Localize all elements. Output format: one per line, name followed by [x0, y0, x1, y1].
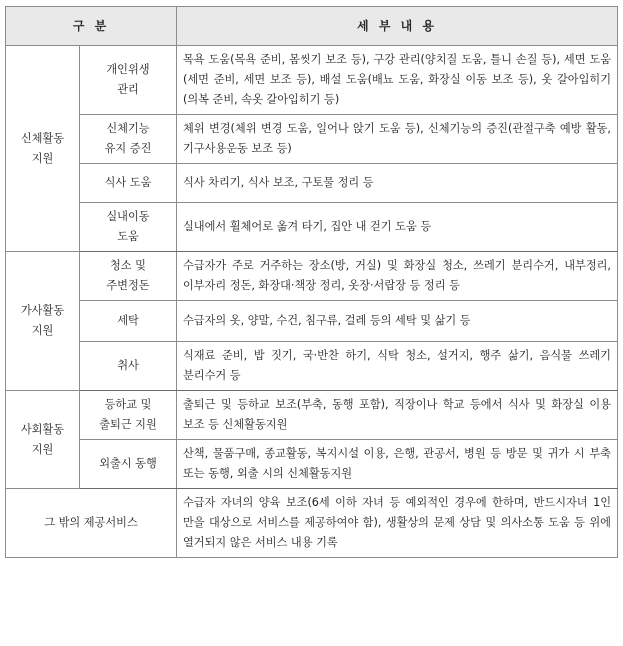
- table-row: [6, 301, 618, 342]
- service-table: [5, 6, 618, 558]
- subcategory-cell: 청소 및 주변정돈: [80, 252, 177, 301]
- table-row: [6, 391, 618, 440]
- subcategory-cell: 등하교 및 출퇴근 지원: [80, 391, 177, 440]
- subcategory-cell: 세탁: [80, 301, 177, 342]
- subcategory-cell: 식사 도움: [80, 164, 177, 203]
- subcategory-cell: 외출시 동행: [80, 440, 177, 489]
- description-cell: 수급자의 옷, 양말, 수건, 침구류, 걸레 등의 세탁 및 삶기 등: [177, 301, 618, 342]
- description-cell: 출퇴근 및 등하교 보조(부축, 동행 포함), 직장이나 학교 등에서 식사 및 화장실 이용 보조 등 신체활동지원: [177, 391, 618, 440]
- category-cell: 신체활동 지원: [6, 46, 80, 252]
- subcategory-cell: 신체기능 유지 증진: [80, 115, 177, 164]
- category-cell: 사회활동 지원: [6, 391, 80, 489]
- description-cell: 산책, 물품구매, 종교활동, 복지시설 이용, 은행, 관공서, 병원 등 방문 및 귀가 시 부축 또는 동행, 외출 시의 신체활동지원: [177, 440, 618, 489]
- description-cell: 체위 변경(체위 변경 도움, 일어나 앉기 도움 등), 신체기능의 증진(관절구축 예방 활동, 기구사용운동 보조 등): [177, 115, 618, 164]
- description-cell: 목욕 도움(목욕 준비, 몸씻기 보조 등), 구강 관리(양치질 도움, 틀니 손질 등), 세면 도움(세면 준비, 세면 보조 등), 배설 도움(배뇨 도움, 화장실 이동 보조 등), 옷 갈아입히기(의복 준비, 속옷 갈아입히기 등): [177, 46, 618, 115]
- subcategory-cell: 실내이동 도움: [80, 203, 177, 252]
- subcategory-cell: 취사: [80, 342, 177, 391]
- other-services-label: 그 밖의 제공서비스: [6, 489, 177, 558]
- description-cell: 식사 차리기, 식사 보조, 구토물 정리 등: [177, 164, 618, 203]
- subcategory-cell: 개인위생 관리: [80, 46, 177, 115]
- table-row: [6, 46, 618, 115]
- table-row: [6, 203, 618, 252]
- table-row: [6, 489, 618, 558]
- table-row: [6, 252, 618, 301]
- table-row: [6, 115, 618, 164]
- table-header-row: [6, 7, 618, 46]
- table-row: [6, 440, 618, 489]
- table-row: [6, 164, 618, 203]
- description-cell: 수급자가 주로 거주하는 장소(방, 거실) 및 화장실 청소, 쓰레기 분리수거, 내부정리, 이부자리 정돈, 화장대·책장 정리, 옷장·서랍장 등 정리 등: [177, 252, 618, 301]
- description-cell: 실내에서 휠체어로 옮겨 타기, 집안 내 걷기 도움 등: [177, 203, 618, 252]
- description-cell: 식재료 준비, 밥 짓기, 국·반찬 하기, 식탁 청소, 설거지, 행주 삶기, 음식물 쓰레기 분리수거 등: [177, 342, 618, 391]
- header-category: 구 분: [6, 7, 177, 46]
- header-detail: 세 부 내 용: [177, 7, 618, 46]
- table-row: [6, 342, 618, 391]
- category-cell: 가사활동 지원: [6, 252, 80, 391]
- other-services-description: 수급자 자녀의 양육 보조(6세 이하 자녀 등 예외적인 경우에 한하며, 반드시자녀 1인 만을 대상으로 서비스를 제공하여야 함), 생활상의 문제 상담 및 의사소통 도움 등 위에 열거되지 않은 서비스 내용 기록: [177, 489, 618, 558]
